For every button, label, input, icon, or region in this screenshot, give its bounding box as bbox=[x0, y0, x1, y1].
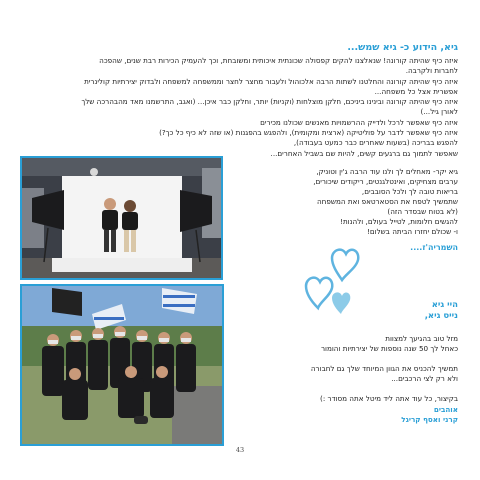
heart-outline-icon bbox=[332, 250, 358, 280]
message-line: בקיצור, כל עוד אתה ליד מיטל אתה מסודר :) bbox=[320, 394, 458, 403]
sender-signature-2 bbox=[238, 405, 458, 425]
message-paragraph bbox=[238, 334, 458, 404]
wish-line: גיא יקר- מאחלים לך ולנו עוד הרבה ג'ין וטוניק, bbox=[316, 167, 458, 176]
intro-line: איזה כיף שהיתה קורונה והחלטנו לשתות הרבה אלכוהול ולעבור מחצר לחצר וממשפחה למשפחה ולבדוק יצירתיות קולינרית bbox=[84, 76, 458, 86]
message-line bbox=[238, 354, 458, 364]
intro-line: איזה כיף שאפשר לרכל ולדייק ההרשמויות מאנשים שכולנו מכירים bbox=[260, 117, 458, 127]
intro-line: לחברות ולקרבה. bbox=[405, 66, 458, 76]
intro-line: איזה כיף שאפשר לדבר על פוליטיקה (ארצית ומקומית), ולהפגש בהפגנות (או שזה לא כיף כל כך?) bbox=[159, 128, 458, 138]
greeting-line: נייס גיא, bbox=[424, 311, 458, 321]
studio-couple-photo bbox=[20, 156, 223, 280]
greeting-line: היי גיא bbox=[431, 300, 458, 310]
signature-line: אוהבים bbox=[433, 405, 458, 414]
wishes-paragraph bbox=[238, 167, 458, 237]
wish-line: ערבים מצחיקים, ואינטלגנטים, ריקודים שיכורים, bbox=[313, 177, 458, 186]
message-line: תמשיך להכניס את הגוון המיוחד שלך גם לחבורה bbox=[310, 364, 458, 373]
page-heading: גיא, הידוע כ- גיא שמש... bbox=[347, 42, 458, 53]
intro-paragraph bbox=[22, 56, 458, 159]
wish-line: להגשים חלומות, לטייל בעולם, ולהנות! bbox=[340, 217, 458, 226]
greeting bbox=[238, 300, 458, 322]
group-protest-photo bbox=[20, 284, 224, 446]
message-line: ולא רק לצי הרכבים... bbox=[391, 374, 458, 383]
sender-signature-1: השמריה'ז.... bbox=[410, 243, 458, 252]
page-number: 43 bbox=[235, 446, 245, 454]
intro-line: איזה כיף שהיתה קורונה! שנאלצנו להקים קפסולה שכונתית איכותית ומשובחת, וכך להעמיק הכירות רבת שנים, שהפכה bbox=[99, 56, 458, 65]
intro-line: להפגש בבריכה (בשעות שאחרים כבר כמעט בעבודה), bbox=[293, 138, 458, 148]
wish-line: בריאות טובה לך ולכל הסובבים, bbox=[361, 187, 458, 196]
wish-line: (לא בטוח שבסדר הזה) bbox=[387, 207, 458, 216]
message-line: כאחל לך 50 שנה נוספות של יצירתיות והומור bbox=[320, 344, 458, 353]
intro-line: לאורן גיל...) bbox=[420, 107, 458, 117]
signature-line: קרני ואסף קריגל bbox=[401, 415, 458, 424]
intro-line: אפשרית אצל כל משפחה... bbox=[374, 86, 458, 96]
message-line bbox=[238, 384, 458, 394]
wish-line: שתמשיך לטפח את הסטארטאפ ואת המשפחה bbox=[316, 197, 458, 206]
message-line: מזל טוב בהגיעך למצוות bbox=[385, 334, 458, 343]
intro-line: שאפשר לתמוך גם ברגעים קשים, להיות שם בשביל האחרים... bbox=[270, 148, 458, 158]
intro-line: איזה כיף שהיתה קורונה ובינינו ביניכם, חלקן מוצלחות (וקניות) יותר, וחלקן כבר איכן... (ואגב, התרשמנו מאד מהבהרכה שלך bbox=[81, 97, 458, 107]
wish-line: ו- שכולם יחזרו הביתה בשלום! bbox=[366, 227, 458, 236]
